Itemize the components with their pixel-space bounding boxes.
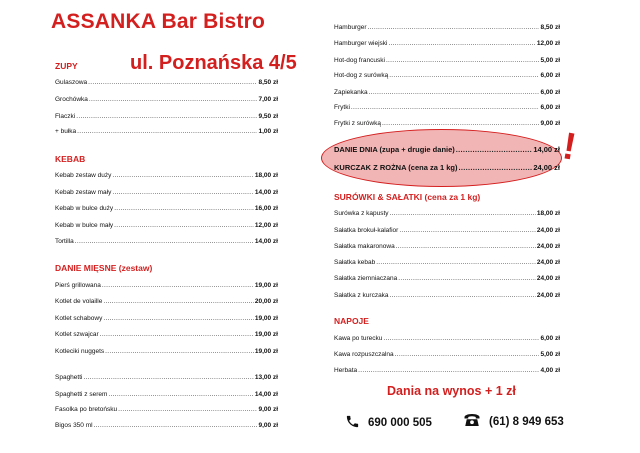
leader-dots [376,258,536,267]
leader-dots [388,39,535,48]
leader-dots [386,56,540,65]
menu-item [334,350,560,359]
item-name: Kebab zestaw duży [55,172,112,179]
item-price: 19,00 zł [254,348,278,355]
item-name: Spaghetti z serem [55,391,108,398]
address: ul. Poznańska 4/5 [130,52,297,74]
item-name: Flaczki [55,113,76,120]
item-price: 24,00 zł [536,243,560,250]
item-price: 9,00 zł [258,422,278,429]
item-price: 13,00 zł [254,374,278,381]
mobile-number: 690 000 505 [368,417,432,429]
item-price: 14,00 zł [533,145,560,154]
menu-item [334,274,560,283]
item-name: Spaghetti [55,374,83,381]
item-name: Hot-dog z surówką [334,72,389,79]
menu-item [55,281,278,290]
menu-item [55,373,278,382]
item-price: 20,00 zł [254,298,278,305]
menu-item [334,39,560,48]
item-name: Sałatka makaronowa [334,243,395,250]
leader-dots [114,221,254,230]
item-name: Kawa rozpuszczalna [334,351,394,358]
item-name: Grochówka [55,96,88,103]
item-price: 9,50 zł [258,113,278,120]
item-price: 24,00 zł [536,227,560,234]
item-name: Surówka z kapusty [334,210,389,217]
item-price: 6,00 zł [540,72,560,79]
leader-dots [458,163,532,172]
item-name: Kotleciki nuggets [55,348,105,355]
section-heading-zupy: ZUPY [55,61,78,71]
menu-item [334,258,560,267]
item-name: Gulaszowa [55,79,88,86]
menu-item [55,421,278,430]
leader-dots [108,390,253,399]
section-heading-danie-miesne: DANIE MIĘSNE (zestaw) [55,263,153,273]
restaurant-title: ASSANKA Bar Bistro [51,10,266,33]
leader-dots [396,242,536,251]
leader-dots [382,119,540,128]
item-name: Pierś grillowana [55,282,101,289]
menu-item [334,71,560,80]
leader-dots [94,421,258,430]
item-name: Frytki z surówką [334,120,381,127]
leader-dots [118,405,257,414]
menu-item [55,188,278,197]
item-price: 14,00 zł [254,238,278,245]
leader-dots [75,237,254,246]
mobile-phone [345,414,432,432]
item-price: 6,00 zł [540,335,560,342]
item-price: 7,00 zł [258,96,278,103]
menu-item [55,78,278,87]
item-price: 19,00 zł [254,331,278,338]
item-name: Kawa po turecku [334,335,383,342]
menu-item [55,347,278,356]
item-name: Hamburger [334,24,367,31]
item-name: Sałatka brokuł-kalafior [334,227,399,234]
leader-dots [390,291,536,300]
special-item [334,145,560,154]
menu-item [55,112,278,121]
leader-dots [103,314,254,323]
item-name: Kotlet szwajcar [55,331,99,338]
leader-dots [389,71,539,80]
menu-item [334,23,560,32]
menu-item [334,56,560,65]
menu-item [334,366,560,375]
landline-phone [463,412,564,431]
item-price: 9,00 zł [540,120,560,127]
menu-item [55,237,278,246]
menu-item [55,95,278,104]
menu-item [334,242,560,251]
item-name: Frytki [334,104,350,111]
leader-dots [399,226,536,235]
item-price: 24,00 zł [536,292,560,299]
item-name: Fasolka po bretońsku [55,406,118,413]
leader-dots [390,209,536,218]
special-item [334,163,560,172]
leader-dots [351,103,540,112]
item-name: Kebab w bułce mały [55,222,114,229]
leader-dots [114,204,254,213]
section-heading-surowki: SURÓWKI & SAŁATKI (cena za 1 kg) [334,192,481,202]
item-price: 24,00 zł [533,163,560,172]
item-price: 1,00 zł [258,128,278,135]
item-price: 12,00 zł [536,40,560,47]
item-price: 8,50 zł [258,79,278,86]
leader-dots [395,350,540,359]
item-name: Herbata [334,367,358,374]
item-price: 19,00 zł [254,315,278,322]
leader-dots [105,347,254,356]
menu-item [55,297,278,306]
item-price: 12,00 zł [254,222,278,229]
leader-dots [103,297,254,306]
takeaway-note: Dania na wynos + 1 zł [387,384,516,398]
item-name: Hamburger wiejski [334,40,388,47]
leader-dots [456,145,533,154]
item-price: 8,50 zł [540,24,560,31]
leader-dots [83,373,253,382]
item-name: Zapiekanka [334,89,368,96]
menu-item [55,390,278,399]
item-name: Bigos 350 ml [55,422,93,429]
item-name: Kebab w bułce duży [55,205,114,212]
menu-item [334,291,560,300]
mobile-phone-icon [345,414,368,432]
item-price: 18,00 zł [536,210,560,217]
item-name: KURCZAK Z ROŻNA (cena za 1 kg) [334,163,458,172]
item-name: Kotlet de volaille [55,298,103,305]
leader-dots [398,274,536,283]
item-name: Sałatka ziemniaczana [334,275,398,282]
section-heading-napoje: NAPOJE [334,316,369,326]
item-price: 16,00 zł [254,205,278,212]
item-name: Kebab zestaw mały [55,189,112,196]
leader-dots [89,95,258,104]
item-name: DANIE DNIA (zupa + drugie danie) [334,145,455,154]
exclamation-mark: ! [559,125,580,169]
item-name: + bułka [55,128,77,135]
landline-number: (61) 8 949 653 [489,415,564,428]
leader-dots [358,366,539,375]
leader-dots [368,23,540,32]
item-price: 4,00 zł [540,367,560,374]
menu-item [334,334,560,343]
menu-item [334,119,560,128]
item-price: 19,00 zł [254,282,278,289]
item-price: 14,00 zł [254,189,278,196]
item-name: Sałatka z kurczaka [334,292,389,299]
leader-dots [112,171,253,180]
menu-item [55,127,278,136]
item-price: 24,00 zł [536,275,560,282]
menu-item [55,204,278,213]
item-price: 5,00 zł [540,351,560,358]
leader-dots [76,112,257,121]
item-name: Sałatka kebab [334,259,376,266]
telephone-icon [463,412,489,431]
menu-item [55,314,278,323]
item-price: 24,00 zł [536,259,560,266]
leader-dots [77,127,257,136]
item-price: 9,00 zł [258,406,278,413]
menu-item [334,209,560,218]
item-name: Tortilla [55,238,74,245]
leader-dots [88,78,257,87]
menu-item [55,330,278,339]
leader-dots [383,334,539,343]
menu-item [334,226,560,235]
item-price: 18,00 zł [254,172,278,179]
menu-item [55,171,278,180]
special-highlight-oval [321,129,562,187]
leader-dots [112,188,253,197]
menu-item [334,103,560,112]
item-price: 6,00 zł [540,104,560,111]
item-price: 5,00 zł [540,57,560,64]
item-price: 6,00 zł [540,89,560,96]
item-price: 14,00 zł [254,391,278,398]
item-name: Hot-dog francuski [334,57,385,64]
menu-item [55,405,278,414]
leader-dots [102,281,254,290]
leader-dots [369,88,540,97]
section-heading-kebab: KEBAB [55,154,86,164]
menu-item [334,88,560,97]
menu-item [55,221,278,230]
item-name: Kotlet schabowy [55,315,103,322]
leader-dots [100,330,254,339]
